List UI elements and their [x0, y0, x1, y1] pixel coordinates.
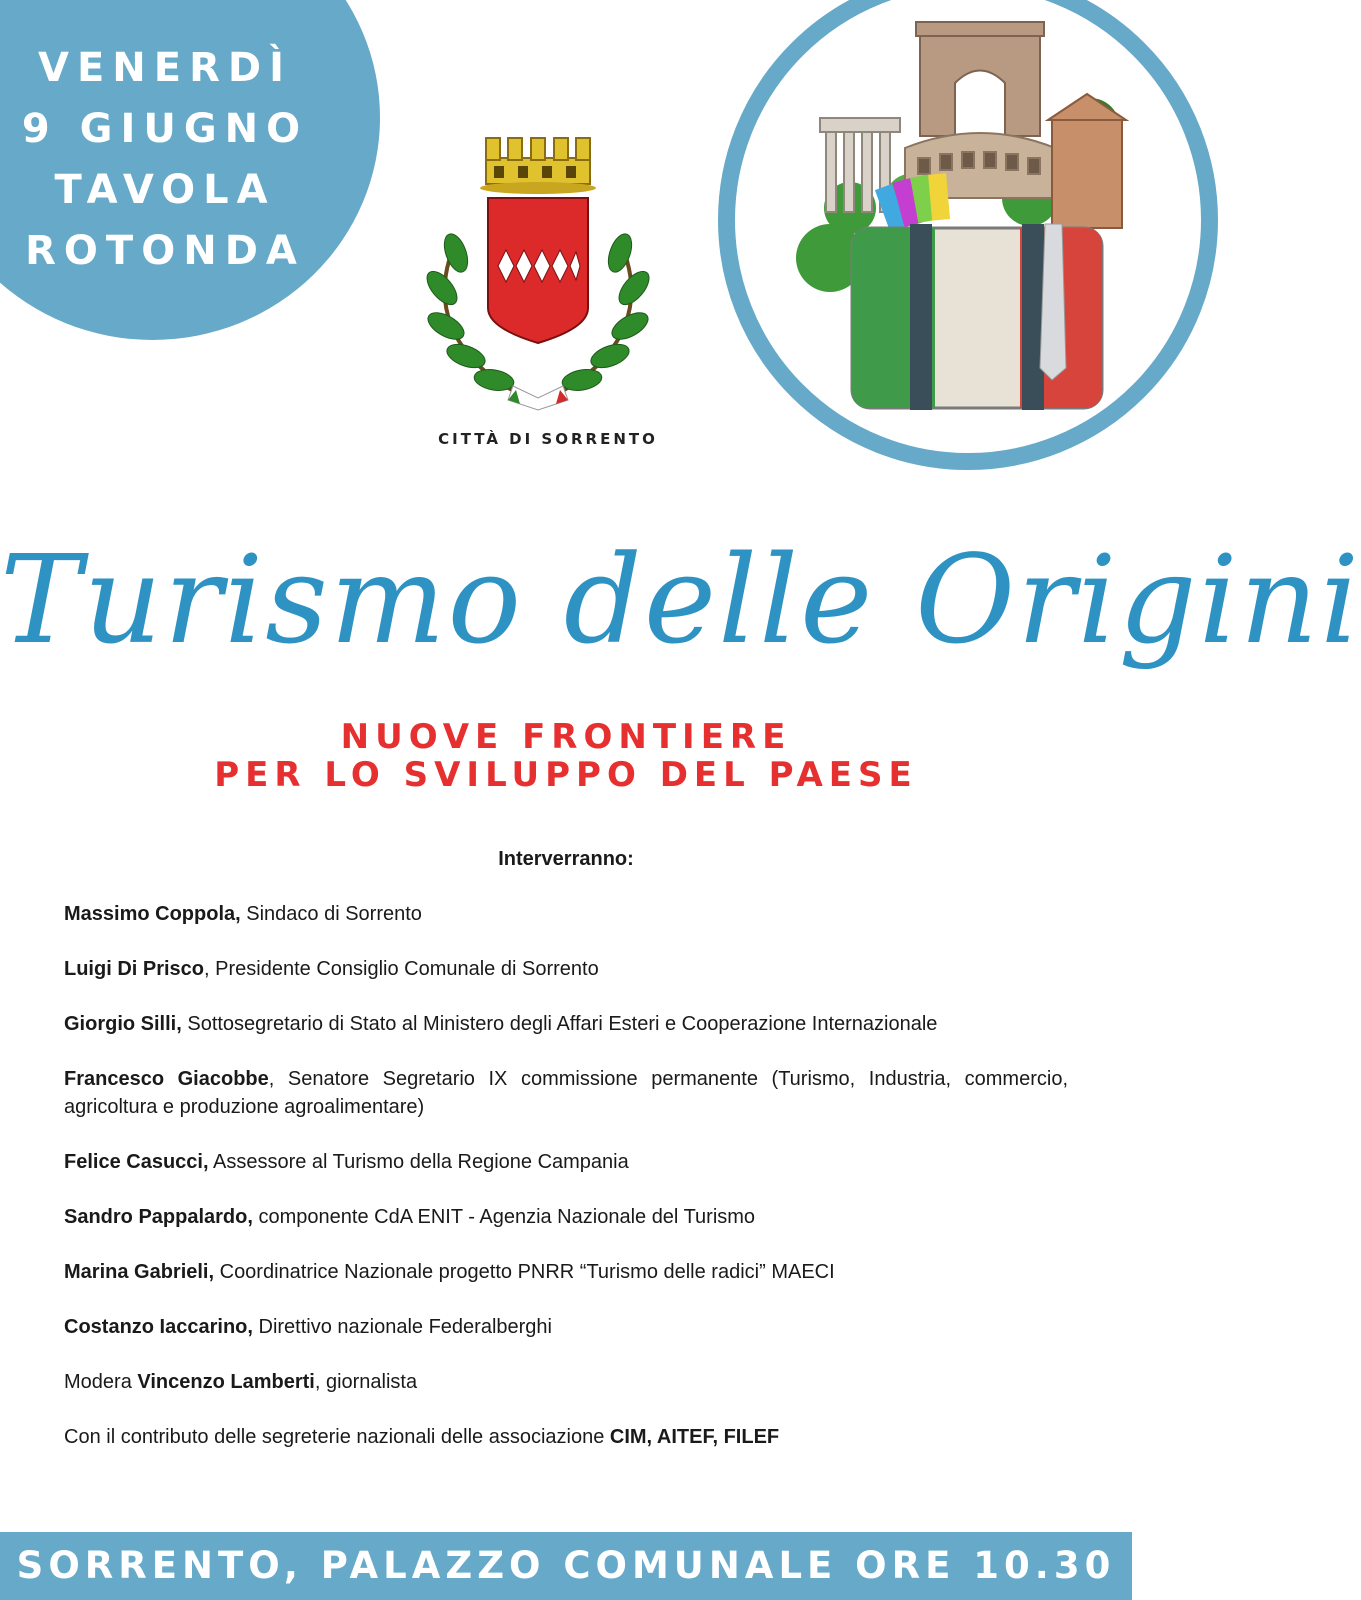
speaker-name: Felice Casucci, — [64, 1151, 209, 1173]
speakers-list — [64, 900, 1068, 1478]
contribution-orgs: CIM, AITEF, FILEF — [609, 1426, 780, 1448]
contribution-item — [64, 1423, 1068, 1451]
speaker-item — [64, 1148, 1068, 1176]
event-date-block — [0, 38, 330, 282]
subtitle-line-2: PER LO SVILUPPO DEL PAESE — [214, 755, 918, 795]
speaker-name: Sandro Pappalardo, — [64, 1206, 253, 1228]
speaker-name: Luigi Di Prisco — [64, 958, 205, 980]
speaker-item — [64, 900, 1068, 928]
speaker-item — [64, 1065, 1068, 1121]
date-line-date: 9 GIUGNO — [21, 106, 309, 152]
subtitle-line-1: NUOVE FRONTIERE — [340, 717, 792, 757]
speaker-name: Massimo Coppola, — [64, 903, 241, 925]
speaker-item — [64, 1313, 1068, 1341]
moderator-role: , giornalista — [314, 1371, 418, 1393]
speaker-item — [64, 955, 1068, 983]
event-subtitle — [0, 718, 1132, 794]
speaker-item — [64, 1258, 1068, 1286]
triumphal-arch-icon — [916, 22, 1044, 136]
speaker-role: , Presidente Consiglio Comunale di Sorrento — [204, 958, 599, 980]
date-line-day: VENERDÌ — [38, 45, 292, 91]
event-title: Turismo delle Origini — [0, 529, 1361, 671]
footer-location-time: SORRENTO, PALAZZO COMUNALE ORE 10.30 — [0, 1532, 1132, 1600]
tricolor-suitcase-icon — [852, 224, 1102, 410]
speaker-item — [64, 1010, 1068, 1038]
moderator-prefix: Modera — [64, 1371, 138, 1393]
speaker-role: Direttivo nazionale Federalberghi — [252, 1316, 552, 1338]
speaker-role: Sottosegretario di Stato al Ministero degli Affari Esteri e Cooperazione Internazionale — [181, 1013, 938, 1035]
shield-icon — [488, 198, 588, 343]
speaker-item — [64, 1203, 1068, 1231]
city-label: CITTÀ DI SORRENTO — [438, 430, 658, 448]
speaker-name: Costanzo Iaccarino, — [64, 1316, 253, 1338]
speaker-role: componente CdA ENIT - Agenzia Nazionale del Turismo — [252, 1206, 756, 1228]
speaker-name: Giorgio Silli, — [64, 1013, 182, 1035]
speaker-role: Sindaco di Sorrento — [240, 903, 422, 925]
moderator-name: Vincenzo Lamberti — [137, 1371, 315, 1393]
speaker-role: , Senatore Segretario IX commissione permanente (Turismo, Industria, commercio, agricoltura e produzione agroalimentare) — [64, 1068, 1068, 1118]
moderator-item — [64, 1368, 1068, 1396]
crown-icon — [480, 138, 596, 194]
rome-monuments-suitcase-illustration — [790, 8, 1132, 438]
date-line-event-type-2: ROTONDA — [25, 228, 305, 274]
speaker-role: Assessore al Turismo della Regione Campania — [208, 1151, 629, 1173]
speaker-role: Coordinatrice Nazionale progetto PNRR “Turismo delle radici” MAECI — [214, 1261, 835, 1283]
tricolor-ribbon-icon — [508, 386, 568, 410]
date-line-event-type: TAVOLA — [54, 167, 276, 213]
speaker-name: Marina Gabrieli, — [64, 1261, 215, 1283]
church-facade-icon — [1048, 94, 1126, 228]
sorrento-coat-of-arms-icon — [428, 128, 668, 418]
contribution-text: Con il contributo delle segreterie nazionali delle associazione — [64, 1426, 610, 1448]
speaker-name: Francesco Giacobbe — [64, 1068, 269, 1090]
speakers-heading: Interverranno: — [498, 848, 634, 870]
